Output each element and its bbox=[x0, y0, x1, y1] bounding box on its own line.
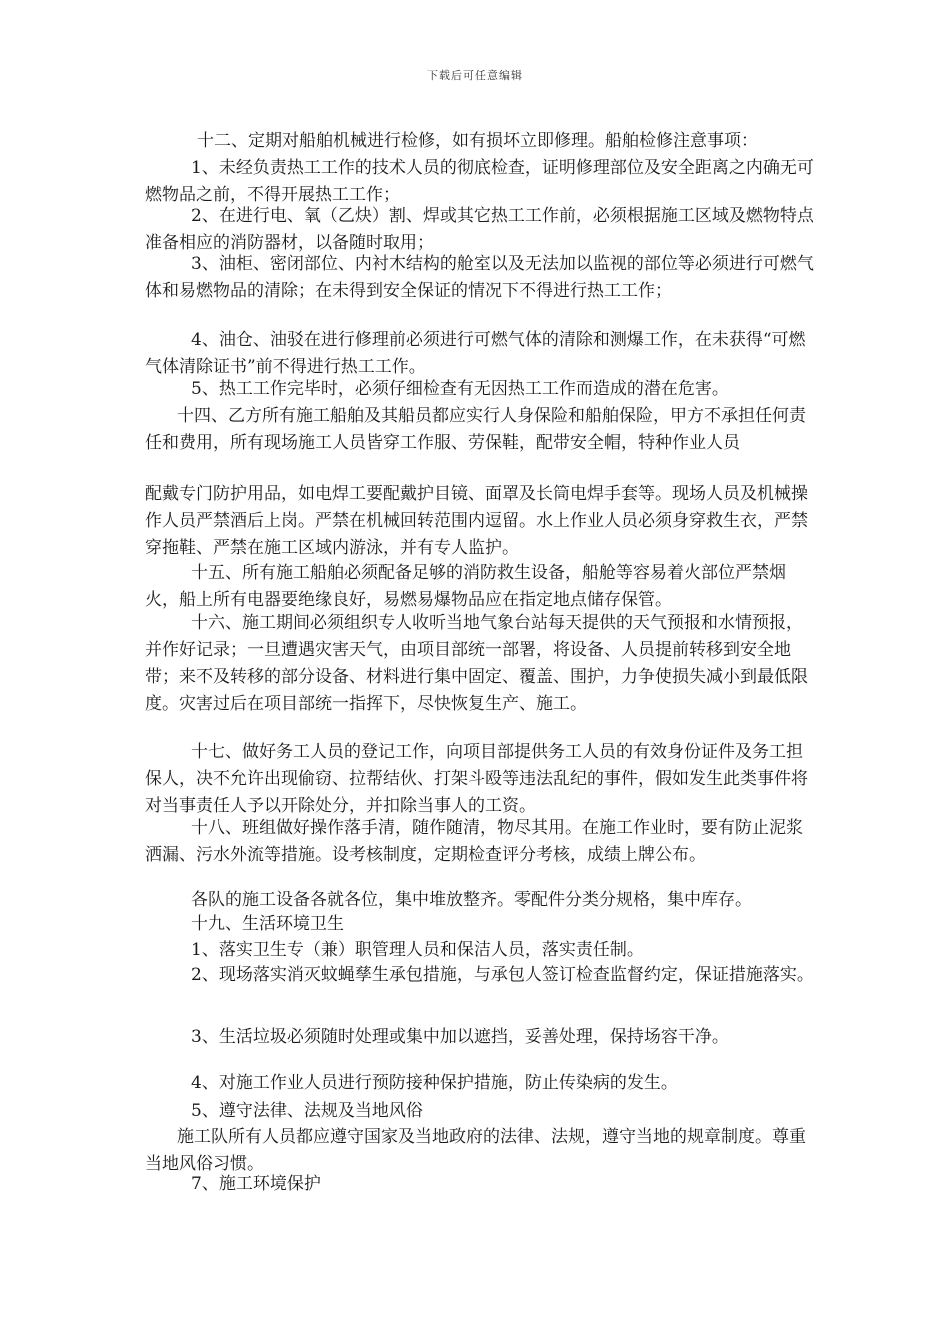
paragraph-19-item-1: 1、落实卫生专（兼）职管理人员和保洁人员，落实责任制。 bbox=[191, 940, 644, 960]
paragraph-12-item-5: 5、热工工作完毕时，必须仔细检查有无因热工工作而造成的潜在危害。 bbox=[191, 379, 729, 399]
paragraph-18: 十八、班组做好操作落手清，随作随清，物尽其用。在施工作业时，要有防止泥浆洒漏、污水外流等措施。设考核制度，定期检查评分考核，成绩上牌公布。 bbox=[145, 818, 803, 865]
paragraph-12-item-2: 2、在进行电、氧（乙炔）割、焊或其它热工工作前，必须根据施工区域及燃物特点准备相应的消防器材，以备随时取用； bbox=[145, 206, 814, 253]
paragraph-14-continued: 配戴专门防护用品，如电焊工要配戴护目镜、面罩及长筒电焊手套等。现场人员及机械操作人员严禁酒后上岗。严禁在机械回转范围内逗留。水上作业人员必须身穿救生衣，严禁穿拖鞋、严禁在施工区域内游泳，并有专人监护。 bbox=[145, 484, 808, 558]
paragraph-12-item-1: 1、未经负责热工工作的技术人员的彻底检查，证明修理部位及安全距离之内确无可燃物品之前，不得开展热工工作； bbox=[145, 158, 814, 205]
paragraph-19-title: 十九、生活环境卫生 bbox=[191, 914, 344, 934]
paragraph-12-title: 十二、定期对船舶机械进行检修，如有损坏立即修理。船舶检修注意事项： bbox=[197, 131, 758, 151]
paragraph-16: 十六、施工期间必须组织专人收听当地气象台站每天提供的天气预报和水情预报，并作好记录；一旦遭遇灾害天气，由项目部统一部署，将设备、人员提前转移到安全地带；来不及转移的部分设备、材料进行集中固定、覆盖、围护，力争使损失减小到最低限度。灾害过后在项目部统一指挥下，尽快恢复生产、施工。 bbox=[145, 613, 808, 714]
paragraph-15: 十五、所有施工船舶必须配备足够的消防救生设备，船舱等容易着火部位严禁烟火，船上所有电器要绝缘良好，易燃易爆物品应在指定地点储存保管。 bbox=[145, 563, 786, 610]
paragraph-environment-title: 7、施工环境保护 bbox=[191, 1174, 321, 1194]
paragraph-14: 十四、乙方所有施工船舶及其船员都应实行人身保险和船舶保险，甲方不承担任何责任和费用，所有现场施工人员皆穿工作服、劳保鞋，配带安全帽，特种作业人员 bbox=[145, 406, 806, 453]
paragraph-12-item-3: 3、油柜、密闭部位、内衬木结构的舱室以及无法加以监视的部位等必须进行可燃气体和易燃物品的清除；在未得到安全保证的情况下不得进行热工工作； bbox=[145, 254, 814, 301]
paragraph-17: 十七、做好务工人员的登记工作，向项目部提供务工人员的有效身份证件及务工担保人，决不允许出现偷窃、拉帮结伙、打架斗殴等违法乱纪的事件，假如发生此类事件将对当事责任人予以开除处分，并扣除当事人的工资。 bbox=[145, 742, 808, 816]
paragraph-19-item-4: 4、对施工作业人员进行预防接种保护措施，防止传染病的发生。 bbox=[191, 1073, 678, 1093]
paragraph-19-item-3: 3、生活垃圾必须随时处理或集中加以遮挡，妥善处理，保持场容干净。 bbox=[191, 1027, 729, 1047]
paragraph-12-item-4: 4、油仓、油驳在进行修理前必须进行可燃气体的清除和测爆工作，在未获得“可燃气体清除证书”前不得进行热工工作。 bbox=[145, 330, 806, 377]
paragraph-19-item-2: 2、现场落实消灭蚊蝇孳生承包措施，与承包人签订检查监督约定，保证措施落实。 bbox=[191, 965, 814, 985]
page-header: 下载后可任意编辑 bbox=[427, 69, 523, 82]
paragraph-19-item-5: 5、遵守法律、法规及当地风俗 bbox=[191, 1101, 423, 1121]
paragraph-18-equipment: 各队的施工设备各就各位，集中堆放整齐。零配件分类分规格，集中库存。 bbox=[191, 890, 752, 910]
paragraph-laws: 施工队所有人员都应遵守国家及当地政府的法律、法规，遵守当地的规章制度。尊重当地风俗习惯。 bbox=[145, 1127, 806, 1174]
